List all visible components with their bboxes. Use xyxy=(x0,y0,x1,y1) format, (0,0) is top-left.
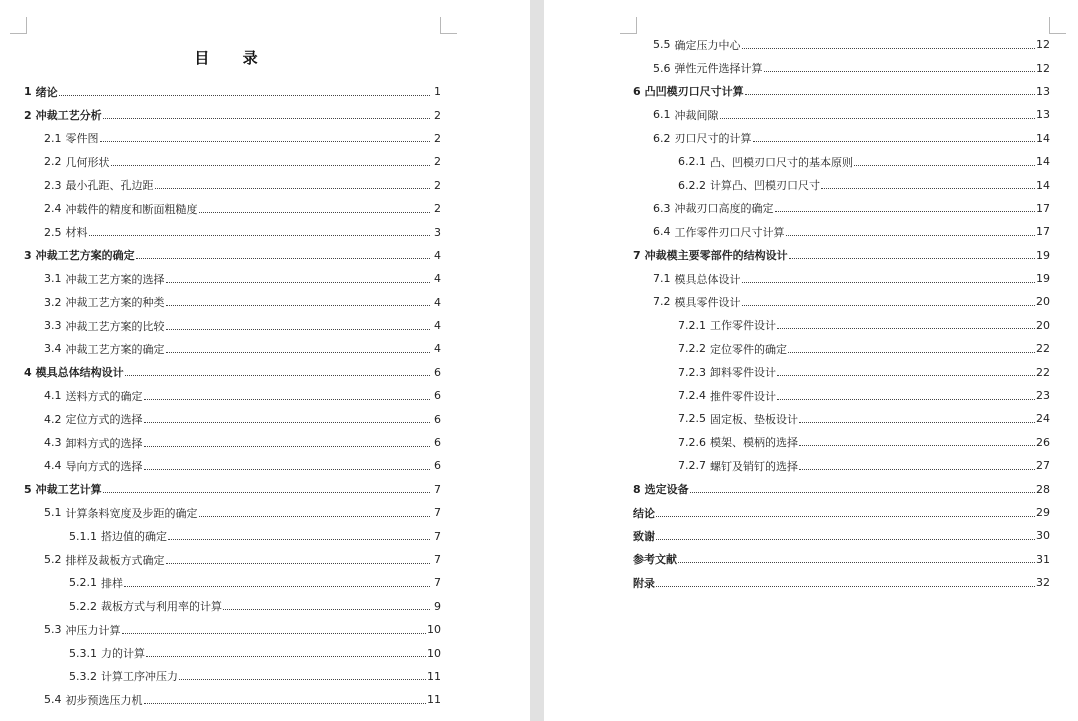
toc-dot-leader xyxy=(199,211,431,213)
toc-entry-page-number: 14 xyxy=(1036,155,1050,169)
toc-entry[interactable] xyxy=(633,524,1050,547)
toc-entry[interactable] xyxy=(24,127,441,150)
toc-dot-leader xyxy=(764,70,1036,72)
toc-dot-leader xyxy=(179,678,426,680)
toc-entry-label: 冲载件的精度和断面粗糙度 xyxy=(65,202,198,216)
toc-entry[interactable] xyxy=(633,501,1050,524)
toc-entry[interactable] xyxy=(24,174,441,197)
toc-dot-leader xyxy=(799,468,1035,470)
toc-dot-leader xyxy=(786,234,1036,236)
toc-entry-page-number: 7 xyxy=(434,482,441,496)
toc-entry-label: 工作零件设计 xyxy=(710,319,776,333)
toc-entry-label: 搭边值的确定 xyxy=(101,530,167,544)
toc-entry-number: 7.2.6 xyxy=(678,435,706,449)
toc-entry-number: 2 xyxy=(24,108,32,122)
toc-entry-page-number: 20 xyxy=(1036,318,1050,332)
toc-entry-number: 8 xyxy=(633,482,641,496)
toc-entry[interactable] xyxy=(633,267,1050,290)
toc-entry-number: 4.4 xyxy=(44,459,62,473)
toc-entry-label: 冲裁工艺计算 xyxy=(35,483,102,497)
toc-entry[interactable] xyxy=(24,665,441,688)
toc-entry-number: 5.6 xyxy=(653,61,671,75)
toc-entry-page-number: 2 xyxy=(434,178,441,192)
toc-entry-page-number: 24 xyxy=(1036,412,1050,426)
toc-entry-label: 几何形状 xyxy=(65,155,110,169)
toc-entry-page-number: 2 xyxy=(434,108,441,122)
toc-dot-leader xyxy=(100,140,431,142)
toc-dot-leader xyxy=(155,187,431,189)
toc-entry-number: 5.1 xyxy=(44,506,62,520)
toc-entry-page-number: 10 xyxy=(427,646,441,660)
toc-entry-label: 致谢 xyxy=(633,529,655,543)
toc-entry[interactable] xyxy=(633,197,1050,220)
toc-entry-number: 4.3 xyxy=(44,436,62,450)
toc-entry-page-number: 4 xyxy=(434,272,441,286)
toc-entry[interactable] xyxy=(633,220,1050,243)
toc-entry[interactable] xyxy=(24,478,441,501)
toc-entry-label: 零件图 xyxy=(65,132,99,146)
toc-entry-page-number: 3 xyxy=(434,225,441,239)
toc-entry[interactable] xyxy=(633,314,1050,337)
toc-entry-number: 6.2 xyxy=(653,131,671,145)
toc-entry-number: 3 xyxy=(24,248,32,262)
toc-entry[interactable] xyxy=(633,290,1050,313)
toc-entry-page-number: 2 xyxy=(434,202,441,216)
toc-entry-page-number: 12 xyxy=(1036,38,1050,52)
toc-entry-label: 冲裁模主要零部件的结构设计 xyxy=(644,249,788,263)
toc-entry[interactable] xyxy=(633,571,1050,594)
toc-entry-number: 5.5 xyxy=(653,38,671,52)
toc-dot-leader xyxy=(742,304,1036,306)
toc-dot-leader xyxy=(742,47,1036,49)
toc-entry-number: 3.2 xyxy=(44,295,62,309)
toc-entry-label: 凸凹模刃口尺寸计算 xyxy=(644,85,744,99)
toc-entry-page-number: 17 xyxy=(1036,201,1050,215)
toc-entry-number: 5.1.1 xyxy=(69,529,97,543)
toc-entry-page-number: 13 xyxy=(1036,84,1050,98)
toc-entry-label: 模具总体设计 xyxy=(674,272,741,286)
toc-dot-leader xyxy=(166,304,431,306)
toc-entry-number: 6.2.1 xyxy=(678,155,706,169)
toc-dot-leader xyxy=(111,164,431,166)
toc-dot-leader xyxy=(678,561,1035,563)
toc-entry[interactable] xyxy=(633,454,1050,477)
toc-entry-label: 计算条料宽度及步距的确定 xyxy=(65,506,198,520)
toc-entry-page-number: 4 xyxy=(434,248,441,262)
toc-entry[interactable] xyxy=(633,337,1050,360)
toc-entry-label: 模具零件设计 xyxy=(674,295,741,309)
toc-entry[interactable] xyxy=(24,80,441,103)
toc-dot-leader xyxy=(89,234,431,236)
toc-entry-label: 凸、凹模刃口尺寸的基本原则 xyxy=(710,155,853,169)
toc-entry[interactable] xyxy=(24,501,441,524)
toc-entry-label: 模具总体结构设计 xyxy=(35,366,124,380)
toc-entry-label: 冲裁工艺方案的种类 xyxy=(65,296,165,310)
toc-entry-page-number: 2 xyxy=(434,131,441,145)
toc-entry-page-number: 22 xyxy=(1036,342,1050,356)
toc-entry-page-number: 20 xyxy=(1036,295,1050,309)
toc-entry[interactable] xyxy=(24,595,441,618)
toc-entry-page-number: 32 xyxy=(1036,576,1050,590)
toc-entry[interactable] xyxy=(24,407,441,430)
toc-entry-number: 6.4 xyxy=(653,225,671,239)
toc-entry[interactable] xyxy=(24,291,441,314)
toc-entry-number: 7.2.7 xyxy=(678,459,706,473)
page-corner-mark xyxy=(1049,17,1066,34)
toc-entry-number: 5.3.1 xyxy=(69,646,97,660)
toc-entry-number: 5.3 xyxy=(44,623,62,637)
toc-entry[interactable] xyxy=(633,33,1050,56)
toc-entry-label: 排样及裁板方式确定 xyxy=(65,553,165,567)
toc-entry-number: 7 xyxy=(633,248,641,262)
toc-entry-label: 冲裁工艺方案的选择 xyxy=(65,272,165,286)
toc-dot-leader xyxy=(144,702,427,704)
toc-dot-leader xyxy=(223,608,430,610)
toc-dot-leader xyxy=(166,328,431,330)
toc-entry[interactable] xyxy=(24,150,441,173)
toc-entry-number: 2.3 xyxy=(44,178,62,192)
toc-entry-page-number: 27 xyxy=(1036,459,1050,473)
toc-entry-page-number: 30 xyxy=(1036,529,1050,543)
page-corner-mark xyxy=(10,17,27,34)
toc-entry-label: 定位零件的确定 xyxy=(710,342,787,356)
toc-entry-label: 推件零件设计 xyxy=(710,389,776,403)
toc-title: 目 录 xyxy=(194,49,272,67)
toc-entry-label: 力的计算 xyxy=(101,647,145,661)
toc-entry-label: 裁板方式与利用率的计算 xyxy=(101,600,222,614)
toc-entry-page-number: 28 xyxy=(1036,482,1050,496)
toc-entry-number: 2.5 xyxy=(44,225,62,239)
document-page-right xyxy=(544,0,1078,721)
toc-entry[interactable] xyxy=(633,360,1050,383)
toc-entry-label: 冲压力计算 xyxy=(65,623,121,637)
toc-entry-number: 6 xyxy=(633,84,641,98)
toc-dot-leader xyxy=(199,515,431,517)
toc-entry-number: 7.2.1 xyxy=(678,318,706,332)
toc-dot-leader xyxy=(742,281,1036,283)
toc-entry-page-number: 6 xyxy=(434,389,441,403)
toc-entry-page-number: 7 xyxy=(434,529,441,543)
toc-list-left xyxy=(24,80,441,712)
toc-entry-page-number: 14 xyxy=(1036,131,1050,145)
toc-entry-number: 5.4 xyxy=(44,693,62,707)
toc-entry-page-number: 4 xyxy=(434,342,441,356)
toc-entry-number: 6.3 xyxy=(653,201,671,215)
toc-entry-number: 4 xyxy=(24,365,32,379)
toc-entry-page-number: 17 xyxy=(1036,225,1050,239)
toc-entry-page-number: 4 xyxy=(434,319,441,333)
toc-entry[interactable] xyxy=(633,150,1050,173)
toc-entry[interactable] xyxy=(24,688,441,711)
toc-dot-leader xyxy=(777,327,1035,329)
toc-entry-number: 3.3 xyxy=(44,319,62,333)
toc-entry-number: 3.4 xyxy=(44,342,62,356)
toc-entry-label: 导向方式的选择 xyxy=(65,459,143,473)
toc-dot-leader xyxy=(144,468,431,470)
toc-entry-page-number: 29 xyxy=(1036,506,1050,519)
toc-entry[interactable] xyxy=(633,407,1050,430)
toc-entry-label: 固定板、垫板设计 xyxy=(710,412,798,426)
toc-entry-label: 计算工序冲压力 xyxy=(101,670,178,684)
toc-entry-page-number: 2 xyxy=(434,155,441,169)
toc-entry-page-number: 13 xyxy=(1036,108,1050,122)
toc-entry-page-number: 11 xyxy=(427,693,441,707)
toc-entry[interactable] xyxy=(633,80,1050,103)
toc-entry-label: 结论 xyxy=(633,506,655,520)
toc-entry[interactable] xyxy=(24,361,441,384)
toc-entry[interactable] xyxy=(633,103,1050,126)
toc-entry-label: 定位方式的选择 xyxy=(65,413,143,427)
toc-entry[interactable] xyxy=(633,548,1050,571)
toc-dot-leader xyxy=(777,398,1035,400)
toc-entry[interactable] xyxy=(633,127,1050,150)
toc-dot-leader xyxy=(799,421,1035,423)
toc-entry-number: 5.3.2 xyxy=(69,669,97,683)
toc-entry-number: 6.2.2 xyxy=(678,178,706,192)
toc-entry-label: 卸料零件设计 xyxy=(710,366,776,380)
toc-entry-number: 7.2.2 xyxy=(678,342,706,356)
toc-entry-label: 冲裁工艺分析 xyxy=(35,109,102,123)
toc-dot-leader xyxy=(144,445,431,447)
page-corner-mark xyxy=(440,17,457,34)
toc-dot-leader xyxy=(656,515,1035,517)
toc-entry[interactable] xyxy=(633,384,1050,407)
toc-entry-number: 5 xyxy=(24,482,32,496)
toc-entry-page-number: 6 xyxy=(434,365,441,379)
toc-entry-label: 卸料方式的选择 xyxy=(65,436,143,450)
toc-entry[interactable] xyxy=(24,641,441,664)
toc-entry-page-number: 7 xyxy=(434,553,441,566)
toc-entry[interactable] xyxy=(24,337,441,360)
toc-entry[interactable] xyxy=(633,56,1050,79)
toc-entry-page-number: 23 xyxy=(1036,389,1050,403)
toc-entry-label: 选定设备 xyxy=(644,483,689,497)
toc-entry-label: 参考文献 xyxy=(633,553,677,567)
toc-entry-number: 7.1 xyxy=(653,272,671,286)
toc-dot-leader xyxy=(103,491,430,493)
toc-dot-leader xyxy=(59,94,430,96)
toc-entry-label: 冲裁间隙 xyxy=(674,108,719,122)
toc-entry-label: 最小孔距、孔边距 xyxy=(65,179,154,193)
toc-entry[interactable] xyxy=(24,384,441,407)
toc-entry-number: 3.1 xyxy=(44,272,62,286)
toc-dot-leader xyxy=(777,374,1035,376)
toc-dot-leader xyxy=(166,562,431,564)
toc-entry[interactable] xyxy=(633,244,1050,267)
toc-entry[interactable] xyxy=(24,220,441,243)
toc-entry[interactable] xyxy=(24,267,441,290)
toc-dot-leader xyxy=(136,257,430,259)
toc-entry-label: 排样 xyxy=(101,576,123,590)
toc-entry[interactable] xyxy=(24,548,441,571)
toc-dot-leader xyxy=(753,140,1036,142)
toc-entry-page-number: 6 xyxy=(434,436,441,450)
toc-entry-number: 1 xyxy=(24,85,32,99)
toc-dot-leader xyxy=(168,538,430,540)
toc-entry[interactable] xyxy=(24,618,441,641)
toc-dot-leader xyxy=(144,421,431,423)
toc-entry-label: 工作零件刃口尺寸计算 xyxy=(674,225,785,239)
toc-dot-leader xyxy=(720,117,1036,119)
toc-entry-page-number: 12 xyxy=(1036,61,1050,75)
toc-dot-leader xyxy=(656,538,1035,540)
toc-entry-number: 5.2.1 xyxy=(69,576,97,590)
toc-dot-leader xyxy=(166,351,431,353)
toc-entry-page-number: 31 xyxy=(1036,552,1050,566)
toc-entry-page-number: 14 xyxy=(1036,178,1050,192)
page-gutter xyxy=(530,0,544,721)
toc-entry-label: 刃口尺寸的计算 xyxy=(674,132,752,146)
toc-entry-page-number: 6 xyxy=(434,412,441,426)
toc-entry-number: 7.2.3 xyxy=(678,365,706,379)
toc-entry-page-number: 7 xyxy=(434,506,441,520)
toc-entry-label: 送料方式的确定 xyxy=(65,389,143,403)
toc-entry[interactable] xyxy=(24,431,441,454)
toc-entry[interactable] xyxy=(633,477,1050,500)
toc-dot-leader xyxy=(125,374,430,376)
toc-dot-leader xyxy=(166,281,431,283)
toc-entry-number: 6.1 xyxy=(653,108,671,122)
toc-entry[interactable] xyxy=(633,431,1050,454)
toc-dot-leader xyxy=(799,444,1035,446)
toc-entry-label: 确定压力中心 xyxy=(674,38,741,52)
toc-entry-label: 计算凸、凹模刃口尺寸 xyxy=(710,179,820,193)
toc-entry-label: 冲裁工艺方案的比较 xyxy=(65,319,165,333)
toc-entry-page-number: 9 xyxy=(434,599,441,613)
toc-entry-page-number: 1 xyxy=(434,85,441,99)
toc-entry-number: 4.1 xyxy=(44,389,62,403)
toc-dot-leader xyxy=(788,351,1035,353)
toc-dot-leader xyxy=(122,632,427,634)
toc-dot-leader xyxy=(745,93,1035,95)
page-corner-mark xyxy=(620,17,637,34)
toc-entry-number: 5.2 xyxy=(44,553,62,566)
toc-dot-leader xyxy=(144,398,431,400)
toc-entry-number: 7.2 xyxy=(653,295,671,309)
toc-entry-label: 冲裁刃口高度的确定 xyxy=(674,202,774,216)
toc-entry[interactable] xyxy=(24,524,441,547)
toc-entry-page-number: 7 xyxy=(434,576,441,590)
toc-entry-page-number: 19 xyxy=(1036,248,1050,262)
toc-entry-label: 弹性元件选择计算 xyxy=(674,62,763,76)
toc-entry-page-number: 4 xyxy=(434,295,441,309)
toc-entry-page-number: 22 xyxy=(1036,365,1050,379)
toc-entry-number: 2.1 xyxy=(44,131,62,145)
toc-dot-leader xyxy=(854,164,1035,166)
toc-entry[interactable] xyxy=(24,454,441,477)
toc-entry-label: 冲裁工艺方案的确定 xyxy=(35,249,135,263)
toc-entry-page-number: 10 xyxy=(427,623,441,637)
toc-dot-leader xyxy=(775,210,1036,212)
toc-entry-label: 附录 xyxy=(633,576,655,590)
toc-entry-label: 模架、模柄的选择 xyxy=(710,436,798,450)
toc-dot-leader xyxy=(103,117,430,119)
toc-entry-number: 7.2.5 xyxy=(678,412,706,426)
toc-list-right xyxy=(633,33,1050,594)
toc-dot-leader xyxy=(656,585,1035,587)
toc-entry-page-number: 26 xyxy=(1036,435,1050,449)
toc-dot-leader xyxy=(124,585,430,587)
toc-entry-page-number: 6 xyxy=(434,459,441,473)
toc-entry[interactable] xyxy=(24,197,441,220)
toc-dot-leader xyxy=(821,187,1035,189)
toc-entry-page-number: 11 xyxy=(427,669,441,683)
toc-entry[interactable] xyxy=(24,571,441,594)
toc-entry[interactable] xyxy=(24,314,441,337)
toc-entry-number: 7.2.4 xyxy=(678,389,706,403)
toc-entry-label: 绪论 xyxy=(35,85,58,99)
toc-entry[interactable] xyxy=(24,103,441,126)
toc-entry-number: 2.4 xyxy=(44,202,62,216)
toc-entry[interactable] xyxy=(633,173,1050,196)
toc-dot-leader xyxy=(690,491,1035,493)
toc-entry-number: 4.2 xyxy=(44,412,62,426)
toc-dot-leader xyxy=(146,655,426,657)
toc-entry-label: 螺钉及销钉的选择 xyxy=(710,459,798,473)
toc-entry-label: 初步预选压力机 xyxy=(65,693,143,707)
toc-entry-page-number: 19 xyxy=(1036,272,1050,286)
toc-entry-label: 冲裁工艺方案的确定 xyxy=(65,342,165,356)
toc-entry[interactable] xyxy=(24,244,441,267)
toc-entry-number: 2.2 xyxy=(44,155,62,169)
toc-dot-leader xyxy=(789,257,1035,259)
document-page-left xyxy=(0,0,530,721)
toc-entry-number: 5.2.2 xyxy=(69,599,97,613)
toc-entry-label: 材料 xyxy=(65,226,88,240)
